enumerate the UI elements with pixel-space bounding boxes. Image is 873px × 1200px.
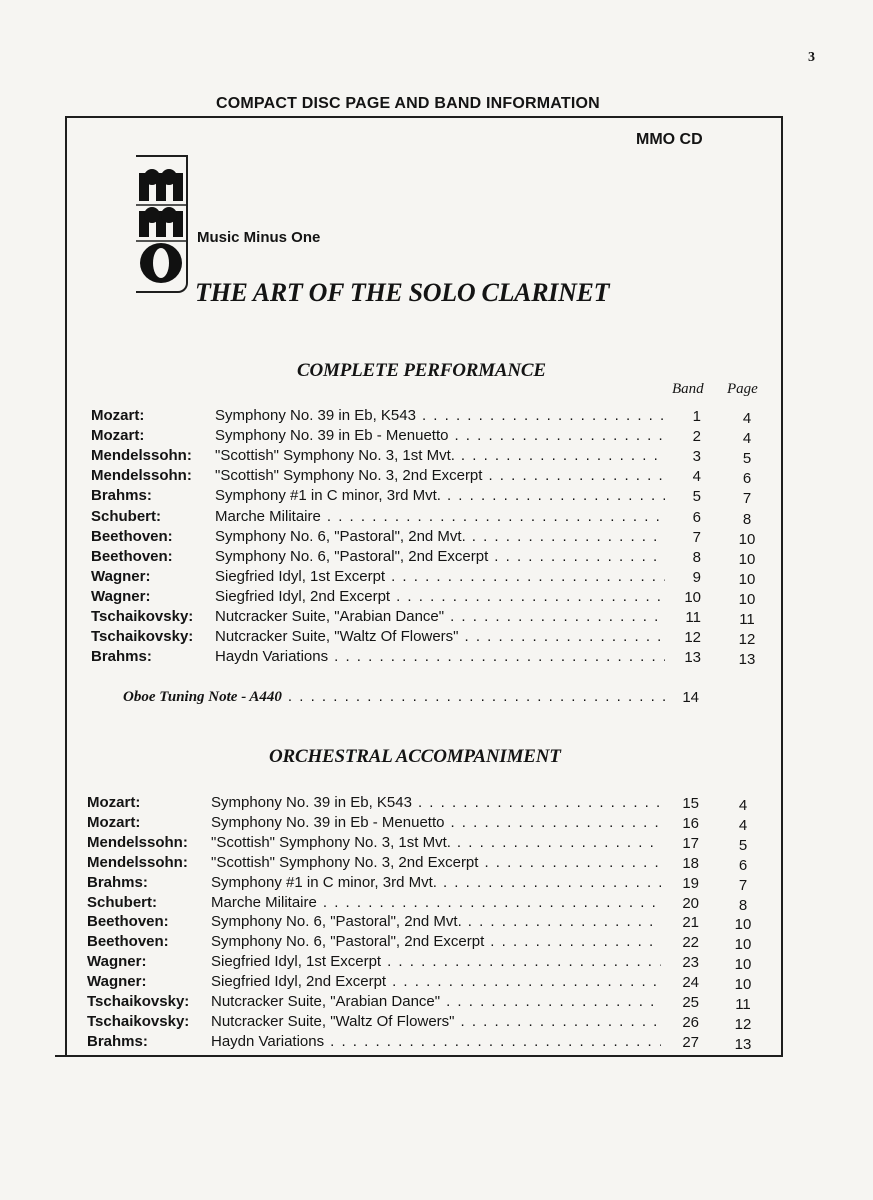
composer-name: Wagner: [87, 973, 147, 991]
table-row [91, 608, 791, 628]
work-title: Symphony #1 in C minor, 3rd Mvt. . . . [215, 487, 665, 504]
page-number-cell: 5 [742, 450, 752, 468]
composer-name: Tschaikovsky: [87, 1012, 190, 1030]
table-row [91, 508, 791, 528]
page-number-cell: 7 [738, 876, 748, 894]
page-number-cell: 12 [738, 631, 756, 649]
page-number-cell: 5 [738, 836, 748, 854]
work-title: Symphony No. 6, "Pastoral", 2nd Mvt. . . . [215, 528, 665, 545]
work-title: "Scottish" Symphony No. 3, 1st Mvt. . . . [215, 447, 665, 464]
page-number-cell: 4 [738, 816, 748, 834]
page-number-cell: 10 [738, 570, 756, 588]
table-row [87, 794, 787, 814]
band-number: 17 [682, 834, 699, 852]
tuning-note-band: 14 [682, 689, 699, 706]
band-number: 27 [682, 1033, 699, 1051]
composer-name: Brahms: [91, 648, 152, 666]
work-title: Marche Militaire . . . [215, 508, 665, 525]
table-row [91, 528, 791, 548]
page-number-cell: 7 [742, 490, 752, 508]
work-title: Symphony No. 6, "Pastoral", 2nd Excerpt . . . [211, 933, 661, 950]
work-title: "Scottish" Symphony No. 3, 2nd Excerpt . . . [215, 467, 665, 484]
composer-name: Wagner: [91, 587, 151, 605]
table-row [91, 628, 791, 648]
page-header: COMPACT DISC PAGE AND BAND INFORMATION [216, 95, 600, 112]
composer-name: Mozart: [91, 427, 145, 445]
band-number: 22 [682, 934, 699, 952]
band-number: 1 [692, 408, 701, 425]
cd-label: MMO CD [636, 131, 703, 148]
composer-name: Mozart: [87, 813, 141, 831]
table-row [87, 953, 787, 973]
tuning-note-row [123, 688, 699, 708]
composer-name: Tschaikovsky: [91, 628, 194, 646]
composer-name: Beethoven: [87, 913, 169, 931]
page-number-cell: 11 [739, 611, 755, 628]
band-number: 7 [692, 528, 701, 546]
composer-name: Mozart: [87, 794, 141, 811]
work-title: Symphony #1 in C minor, 3rd Mvt. . . . [211, 874, 661, 891]
page-number-cell: 4 [742, 410, 752, 427]
table-row [87, 854, 787, 874]
table-row [91, 548, 791, 568]
work-title: Siegfried Idyl, 1st Excerpt . . . [215, 568, 665, 585]
band-number: 3 [692, 448, 701, 466]
work-title: Haydn Variations . . . [215, 648, 665, 665]
band-number: 18 [682, 854, 699, 872]
work-title: Siegfried Idyl, 2nd Excerpt . . . [211, 973, 661, 990]
page-number-cell: 12 [734, 1015, 752, 1033]
table-row [87, 933, 787, 953]
composer-name: Wagner: [91, 567, 151, 585]
work-title: Symphony No. 39 in Eb, K543 . . . [215, 407, 665, 424]
page-number-cell: 4 [742, 430, 752, 448]
page-number-cell: 8 [738, 896, 748, 914]
band-number: 9 [692, 568, 701, 586]
work-title: Marche Militaire . . . [211, 894, 661, 911]
table-row [87, 993, 787, 1013]
work-title: Nutcracker Suite, "Arabian Dance" . . . [215, 608, 665, 625]
page-number-cell: 10 [734, 956, 752, 974]
composer-name: Beethoven: [91, 547, 173, 565]
composer-name: Beethoven: [91, 527, 173, 545]
band-number: 11 [685, 609, 701, 626]
band-number: 24 [682, 974, 699, 992]
band-number: 10 [684, 588, 701, 606]
composer-name: Mendelssohn: [87, 833, 188, 851]
page-number: 3 [808, 50, 815, 65]
work-title: Siegfried Idyl, 1st Excerpt . . . [211, 953, 661, 970]
composer-name: Mendelssohn: [87, 853, 188, 871]
band-number: 8 [692, 548, 701, 566]
page-number-cell: 13 [738, 651, 756, 669]
table-row [91, 467, 791, 487]
table-row [87, 913, 787, 933]
work-title: Nutcracker Suite, "Waltz Of Flowers" . . . [211, 1013, 661, 1030]
page-number-cell: 6 [738, 856, 748, 874]
composer-name: Mozart: [91, 407, 145, 424]
page-number-cell: 6 [742, 470, 752, 488]
table-row [91, 407, 791, 427]
band-number: 6 [692, 508, 701, 526]
composer-name: Brahms: [91, 487, 152, 505]
brand-label: Music Minus One [197, 229, 321, 246]
work-title: Symphony No. 39 in Eb - Menuetto . . . [215, 427, 665, 444]
table-row [91, 648, 791, 668]
page-number-cell: 10 [734, 976, 752, 994]
frame-bottom-rule [55, 1055, 782, 1057]
work-title: Symphony No. 39 in Eb, K543 . . . [211, 794, 661, 811]
table-row [91, 588, 791, 608]
page-number-cell: 10 [734, 916, 752, 934]
band-number: 20 [682, 894, 699, 912]
mmo-logo [136, 155, 188, 293]
page-number-cell: 10 [734, 936, 752, 954]
table-row [87, 1033, 787, 1053]
work-title: Symphony No. 39 in Eb - Menuetto . . . [211, 814, 661, 831]
band-number: 4 [692, 468, 701, 486]
page-number-cell: 10 [738, 590, 756, 608]
complete-performance-heading: COMPLETE PERFORMANCE [297, 360, 546, 381]
band-number: 21 [682, 914, 699, 932]
table-row [91, 447, 791, 467]
composer-name: Brahms: [87, 873, 148, 891]
album-title: THE ART OF THE SOLO CLARINET [195, 278, 610, 307]
work-title: Nutcracker Suite, "Waltz Of Flowers" . . . [215, 628, 665, 645]
composer-name: Tschaikovsky: [91, 608, 194, 625]
band-number: 16 [682, 814, 699, 832]
work-title: Haydn Variations . . . [211, 1033, 661, 1050]
composer-name: Brahms: [87, 1032, 148, 1050]
page-column-heading: Page [727, 381, 758, 397]
table-row [87, 814, 787, 834]
composer-name: Wagner: [87, 953, 147, 971]
composer-name: Schubert: [91, 507, 162, 525]
work-title: Siegfried Idyl, 2nd Excerpt . . . [215, 588, 665, 605]
composer-name: Tschaikovsky: [87, 993, 190, 1010]
band-number: 5 [692, 488, 701, 506]
table-row [87, 1013, 787, 1033]
composer-name: Mendelssohn: [91, 447, 192, 465]
band-number: 23 [682, 954, 699, 972]
tuning-note-label: Oboe Tuning Note - A440 . . . [123, 688, 669, 706]
page-number-cell: 11 [735, 996, 751, 1013]
page-number-cell: 10 [738, 530, 756, 548]
band-number: 2 [692, 428, 701, 446]
composer-name: Beethoven: [87, 933, 169, 951]
band-number: 25 [682, 994, 699, 1011]
orchestral-accompaniment-heading: ORCHESTRAL ACCOMPANIMENT [269, 746, 561, 767]
band-number: 15 [682, 795, 699, 812]
band-column-heading: Band [672, 381, 704, 397]
composer-name: Mendelssohn: [91, 467, 192, 485]
table-row [87, 973, 787, 993]
work-title: "Scottish" Symphony No. 3, 2nd Excerpt . . . [211, 854, 661, 871]
page-number-cell: 10 [738, 550, 756, 568]
work-title: Symphony No. 6, "Pastoral", 2nd Excerpt . . . [215, 548, 665, 565]
table-row [87, 894, 787, 914]
page-number-cell: 8 [742, 510, 752, 528]
table-row [91, 427, 791, 447]
table-row [87, 834, 787, 854]
band-number: 13 [684, 649, 701, 667]
page-number-cell: 4 [738, 797, 748, 814]
table-row [87, 874, 787, 894]
band-number: 26 [682, 1013, 699, 1031]
table-row [91, 487, 791, 507]
composer-name: Schubert: [87, 893, 158, 911]
table-row [91, 568, 791, 588]
band-number: 19 [682, 874, 699, 892]
work-title: Symphony No. 6, "Pastoral", 2nd Mvt. . . . [211, 913, 661, 930]
page-number-cell: 13 [734, 1035, 752, 1053]
work-title: Nutcracker Suite, "Arabian Dance" . . . [211, 993, 661, 1010]
work-title: "Scottish" Symphony No. 3, 1st Mvt. . . . [211, 834, 661, 851]
band-number: 12 [684, 629, 701, 647]
